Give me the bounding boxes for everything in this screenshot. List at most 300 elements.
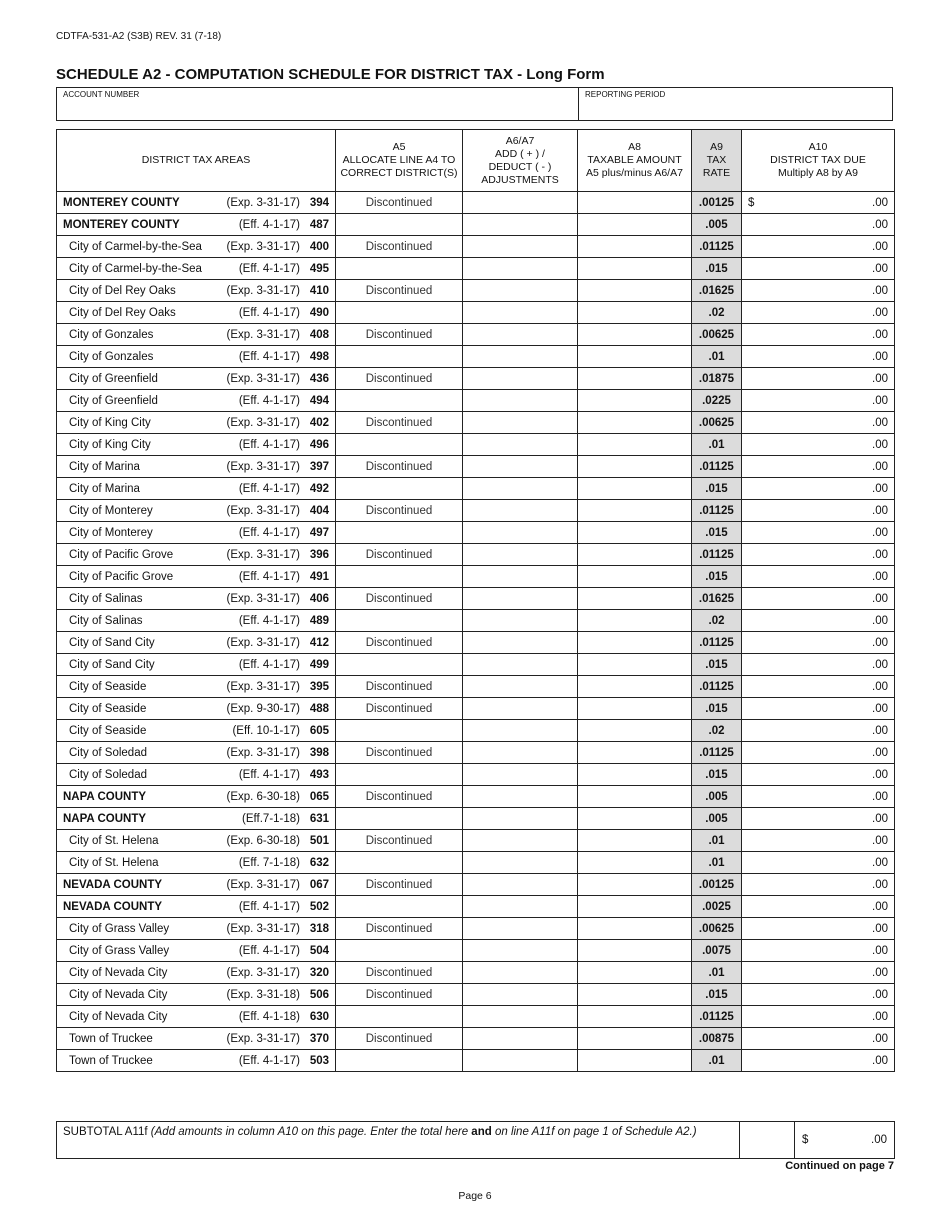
tax-due-value: .00: [872, 724, 888, 737]
district-code: 489: [309, 614, 329, 627]
a8-taxable-amount-cell[interactable]: [578, 192, 692, 214]
a5-status: Discontinued: [365, 548, 433, 561]
tax-rate: .01875: [698, 372, 735, 385]
col-header-a6a7: A6/A7 ADD ( + ) / DEDUCT ( - ) ADJUSTMENTS: [463, 130, 578, 192]
a5-allocate-cell[interactable]: [336, 764, 463, 786]
table-row: [57, 874, 895, 896]
a9-tax-rate-cell: [692, 918, 742, 940]
a8-taxable-amount-cell[interactable]: [578, 522, 692, 544]
account-number-field[interactable]: [57, 88, 579, 120]
district-date: (Exp. 3-31-17): [226, 1032, 300, 1045]
tax-due-value: .00: [872, 394, 888, 407]
a5-allocate-cell[interactable]: [336, 786, 463, 808]
table-row: [57, 632, 895, 654]
a6a7-adjustments-cell[interactable]: [463, 742, 578, 764]
tax-due-value: .00: [872, 438, 888, 451]
a8-taxable-amount-cell[interactable]: [578, 676, 692, 698]
tax-due-value: .00: [872, 658, 888, 671]
tax-rate: .01125: [699, 746, 734, 759]
district-name: City of Nevada City: [69, 1010, 168, 1023]
district-code: 398: [309, 746, 329, 759]
subtotal-amount-field[interactable]: [795, 1122, 894, 1158]
district-date: (Exp. 6-30-18): [226, 790, 300, 803]
a6a7-adjustments-cell[interactable]: [463, 940, 578, 962]
district-name: City of Salinas: [69, 592, 143, 605]
a6a7-adjustments-cell[interactable]: [463, 280, 578, 302]
tax-due-value: .00: [872, 460, 888, 473]
a6a7-adjustments-cell[interactable]: [463, 258, 578, 280]
a5-allocate-cell[interactable]: [336, 874, 463, 896]
a6a7-adjustments-cell[interactable]: [463, 830, 578, 852]
district-name: City of Seaside: [69, 680, 147, 693]
a10-district-tax-due-cell[interactable]: [742, 214, 895, 236]
district-code: 497: [309, 526, 329, 539]
district-date: (Exp. 3-31-17): [226, 416, 300, 429]
a9-tax-rate-cell: [692, 764, 742, 786]
tax-rate: .01625: [698, 284, 735, 297]
district-code: 406: [309, 592, 329, 605]
a8-taxable-amount-cell[interactable]: [578, 940, 692, 962]
district-date: (Exp. 3-31-17): [226, 328, 300, 341]
a8-taxable-amount-cell[interactable]: [578, 390, 692, 412]
a5-status: Discontinued: [365, 284, 433, 297]
district-area-cell: [57, 720, 336, 742]
a9-tax-rate-cell: [692, 302, 742, 324]
district-area-cell: [57, 588, 336, 610]
a8-taxable-amount-cell[interactable]: [578, 214, 692, 236]
tax-due-value: .00: [872, 614, 888, 627]
tax-rate: .015: [705, 262, 728, 275]
a6a7-adjustments-cell[interactable]: [463, 962, 578, 984]
table-row: [57, 192, 895, 214]
a8-taxable-amount-cell[interactable]: [578, 654, 692, 676]
district-date: (Eff. 4-1-17): [238, 262, 300, 275]
a8-taxable-amount-cell[interactable]: [578, 302, 692, 324]
tax-due-value: .00: [872, 416, 888, 429]
a8-taxable-amount-cell[interactable]: [578, 500, 692, 522]
a5-allocate-cell[interactable]: [336, 632, 463, 654]
a6a7-adjustments-cell[interactable]: [463, 654, 578, 676]
a5-allocate-cell[interactable]: [336, 522, 463, 544]
a5-allocate-cell[interactable]: [336, 1050, 463, 1072]
tax-rate: .005: [705, 790, 728, 803]
table-row: [57, 676, 895, 698]
tax-due-value: .00: [872, 350, 888, 363]
table-row: [57, 962, 895, 984]
a8-taxable-amount-cell[interactable]: [578, 1006, 692, 1028]
a10-district-tax-due-cell[interactable]: [742, 984, 895, 1006]
a6a7-adjustments-cell[interactable]: [463, 896, 578, 918]
district-area-cell: [57, 632, 336, 654]
tax-due-value: .00: [872, 702, 888, 715]
table-row: [57, 588, 895, 610]
a5-status: Discontinued: [365, 680, 433, 693]
district-area-cell: [57, 742, 336, 764]
a8-taxable-amount-cell[interactable]: [578, 852, 692, 874]
a10-district-tax-due-cell[interactable]: [742, 1028, 895, 1050]
a10-district-tax-due-cell[interactable]: [742, 302, 895, 324]
a6a7-adjustments-cell[interactable]: [463, 1050, 578, 1072]
district-name: City of Pacific Grove: [69, 548, 174, 561]
district-name: City of Del Rey Oaks: [69, 284, 176, 297]
a5-allocate-cell[interactable]: [336, 368, 463, 390]
a6a7-adjustments-cell[interactable]: [463, 786, 578, 808]
a5-allocate-cell[interactable]: [336, 588, 463, 610]
district-code: 492: [309, 482, 329, 495]
a5-status: Discontinued: [365, 504, 433, 517]
a5-allocate-cell[interactable]: [336, 808, 463, 830]
a6a7-adjustments-cell[interactable]: [463, 302, 578, 324]
a8-taxable-amount-cell[interactable]: [578, 632, 692, 654]
a10-district-tax-due-cell[interactable]: [742, 610, 895, 632]
a8-taxable-amount-cell[interactable]: [578, 786, 692, 808]
a10-district-tax-due-cell[interactable]: [742, 1050, 895, 1072]
a5-allocate-cell[interactable]: [336, 346, 463, 368]
tax-rate: .01: [708, 438, 725, 451]
a8-taxable-amount-cell[interactable]: [578, 346, 692, 368]
a10-district-tax-due-cell[interactable]: [742, 412, 895, 434]
a6a7-adjustments-cell[interactable]: [463, 676, 578, 698]
district-code: 370: [309, 1032, 329, 1045]
a10-district-tax-due-cell[interactable]: [742, 280, 895, 302]
a5-allocate-cell[interactable]: [336, 412, 463, 434]
tax-due-value: .00: [872, 966, 888, 979]
a10-district-tax-due-cell[interactable]: [742, 522, 895, 544]
a10-district-tax-due-cell[interactable]: [742, 346, 895, 368]
district-date: (Eff.7-1-18): [242, 812, 300, 825]
tax-rate: .015: [705, 768, 728, 781]
district-tax-table: [56, 129, 895, 1072]
a9-tax-rate-cell: [692, 654, 742, 676]
a5-allocate-cell[interactable]: [336, 742, 463, 764]
a8-taxable-amount-cell[interactable]: [578, 830, 692, 852]
a9-tax-rate-cell: [692, 192, 742, 214]
a9-tax-rate-cell: [692, 588, 742, 610]
a8-taxable-amount-cell[interactable]: [578, 1028, 692, 1050]
a8-taxable-amount-cell[interactable]: [578, 280, 692, 302]
col-header-a9: A9 TAX RATE: [692, 130, 742, 192]
a10-district-tax-due-cell[interactable]: [742, 368, 895, 390]
a10-district-tax-due-cell[interactable]: [742, 764, 895, 786]
a8-taxable-amount-cell[interactable]: [578, 962, 692, 984]
a6a7-adjustments-cell[interactable]: [463, 1028, 578, 1050]
a5-allocate-cell[interactable]: [336, 324, 463, 346]
a10-district-tax-due-cell[interactable]: [742, 1006, 895, 1028]
tax-due-value: .00: [872, 988, 888, 1001]
a8-taxable-amount-cell[interactable]: [578, 456, 692, 478]
tax-rate: .00875: [698, 1032, 735, 1045]
a6a7-adjustments-cell[interactable]: [463, 368, 578, 390]
a5-allocate-cell[interactable]: [336, 1006, 463, 1028]
a6a7-adjustments-cell[interactable]: [463, 874, 578, 896]
a6a7-adjustments-cell[interactable]: [463, 456, 578, 478]
a8-taxable-amount-cell[interactable]: [578, 610, 692, 632]
tax-rate: .02: [708, 614, 725, 627]
district-name: City of Greenfield: [69, 394, 158, 407]
a6a7-adjustments-cell[interactable]: [463, 698, 578, 720]
a6a7-adjustments-cell[interactable]: [463, 324, 578, 346]
a10-district-tax-due-cell[interactable]: [742, 434, 895, 456]
district-name: City of Marina: [69, 460, 140, 473]
a8-taxable-amount-cell[interactable]: [578, 324, 692, 346]
a6a7-adjustments-cell[interactable]: [463, 214, 578, 236]
district-name: City of Gonzales: [69, 328, 154, 341]
a6a7-adjustments-cell[interactable]: [463, 720, 578, 742]
a5-allocate-cell[interactable]: [336, 676, 463, 698]
a5-allocate-cell[interactable]: [336, 434, 463, 456]
a6a7-adjustments-cell[interactable]: [463, 434, 578, 456]
a6a7-adjustments-cell[interactable]: [463, 566, 578, 588]
district-name: City of St. Helena: [69, 856, 159, 869]
a9-tax-rate-cell: [692, 1050, 742, 1072]
a10-district-tax-due-cell[interactable]: [742, 742, 895, 764]
table-row: [57, 1028, 895, 1050]
district-code: 504: [309, 944, 329, 957]
a6a7-adjustments-cell[interactable]: [463, 588, 578, 610]
a5-allocate-cell[interactable]: [336, 896, 463, 918]
table-row: [57, 654, 895, 676]
a8-taxable-amount-cell[interactable]: [578, 544, 692, 566]
district-area-cell: [57, 676, 336, 698]
district-code: 394: [309, 196, 329, 209]
a10-district-tax-due-cell[interactable]: [742, 456, 895, 478]
tax-due-value: .00: [872, 482, 888, 495]
a5-allocate-cell[interactable]: [336, 830, 463, 852]
tax-rate: .015: [705, 658, 728, 671]
tax-rate: .02: [708, 306, 725, 319]
a8-taxable-amount-cell[interactable]: [578, 368, 692, 390]
account-number-label: ACCOUNT NUMBER: [63, 90, 140, 99]
tax-due-value: .00: [872, 328, 888, 341]
a6a7-adjustments-cell[interactable]: [463, 610, 578, 632]
district-area-cell: [57, 500, 336, 522]
reporting-period-field[interactable]: [579, 88, 892, 120]
a6a7-adjustments-cell[interactable]: [463, 632, 578, 654]
dollar-sign: $: [748, 196, 755, 209]
a6a7-adjustments-cell[interactable]: [463, 918, 578, 940]
district-name: City of Pacific Grove: [69, 570, 174, 583]
tax-rate: .00625: [698, 922, 735, 935]
a5-allocate-cell[interactable]: [336, 918, 463, 940]
table-row: [57, 830, 895, 852]
col-header-a10: A10 DISTRICT TAX DUE Multiply A8 by A9: [742, 130, 895, 192]
a5-allocate-cell[interactable]: [336, 236, 463, 258]
district-date: (Exp. 3-31-17): [226, 966, 300, 979]
district-date: (Eff. 4-1-18): [238, 1010, 300, 1023]
district-area-cell: [57, 830, 336, 852]
a6a7-adjustments-cell[interactable]: [463, 478, 578, 500]
district-area-cell: [57, 346, 336, 368]
district-name: City of Carmel-by-the-Sea: [69, 262, 202, 275]
a5-status: Discontinued: [365, 416, 433, 429]
a10-district-tax-due-cell[interactable]: [742, 258, 895, 280]
a5-allocate-cell[interactable]: [336, 1028, 463, 1050]
a10-district-tax-due-cell[interactable]: [742, 654, 895, 676]
a6a7-adjustments-cell[interactable]: [463, 236, 578, 258]
a5-status: Discontinued: [365, 746, 433, 759]
a9-tax-rate-cell: [692, 522, 742, 544]
a5-allocate-cell[interactable]: [336, 390, 463, 412]
a5-allocate-cell[interactable]: [336, 940, 463, 962]
district-code: 498: [309, 350, 329, 363]
a5-allocate-cell[interactable]: [336, 500, 463, 522]
a5-allocate-cell[interactable]: [336, 698, 463, 720]
a10-district-tax-due-cell[interactable]: [742, 544, 895, 566]
a10-district-tax-due-cell[interactable]: [742, 918, 895, 940]
a8-taxable-amount-cell[interactable]: [578, 896, 692, 918]
a8-taxable-amount-cell[interactable]: [578, 720, 692, 742]
tax-due-value: .00: [872, 746, 888, 759]
a10-district-tax-due-cell[interactable]: [742, 390, 895, 412]
a6a7-adjustments-cell[interactable]: [463, 808, 578, 830]
a6a7-adjustments-cell[interactable]: [463, 192, 578, 214]
district-code: 397: [309, 460, 329, 473]
a8-taxable-amount-cell[interactable]: [578, 1050, 692, 1072]
tax-rate: .01125: [699, 504, 734, 517]
a8-taxable-amount-cell[interactable]: [578, 588, 692, 610]
district-name: City of Del Rey Oaks: [69, 306, 176, 319]
a10-district-tax-due-cell[interactable]: [742, 830, 895, 852]
tax-due-value: .00: [872, 504, 888, 517]
a10-district-tax-due-cell[interactable]: [742, 236, 895, 258]
a10-district-tax-due-cell[interactable]: [742, 720, 895, 742]
tax-rate: .01: [708, 1054, 725, 1067]
a5-status: Discontinued: [365, 834, 433, 847]
a6a7-adjustments-cell[interactable]: [463, 764, 578, 786]
a5-allocate-cell[interactable]: [336, 478, 463, 500]
a10-district-tax-due-cell[interactable]: [742, 478, 895, 500]
district-date: (Eff. 4-1-17): [238, 658, 300, 671]
a8-taxable-amount-cell[interactable]: [578, 984, 692, 1006]
a10-district-tax-due-cell[interactable]: [742, 940, 895, 962]
a8-taxable-amount-cell[interactable]: [578, 918, 692, 940]
district-date: (Exp. 3-31-17): [226, 746, 300, 759]
a5-status: Discontinued: [365, 460, 433, 473]
district-area-cell: [57, 566, 336, 588]
a9-tax-rate-cell: [692, 896, 742, 918]
district-code: 402: [309, 416, 329, 429]
district-name: City of Soledad: [69, 746, 147, 759]
district-code: 318: [309, 922, 329, 935]
a6a7-adjustments-cell[interactable]: [463, 500, 578, 522]
a10-district-tax-due-cell[interactable]: [742, 500, 895, 522]
district-name: NEVADA COUNTY: [63, 900, 163, 913]
district-area-cell: [57, 940, 336, 962]
tax-rate: .0025: [702, 900, 731, 913]
tax-due-value: .00: [872, 944, 888, 957]
a5-allocate-cell[interactable]: [336, 654, 463, 676]
a9-tax-rate-cell: [692, 412, 742, 434]
a5-allocate-cell[interactable]: [336, 302, 463, 324]
table-row: [57, 698, 895, 720]
a9-tax-rate-cell: [692, 962, 742, 984]
a9-tax-rate-cell: [692, 236, 742, 258]
a8-taxable-amount-cell[interactable]: [578, 742, 692, 764]
a6a7-adjustments-cell[interactable]: [463, 984, 578, 1006]
a8-taxable-amount-cell[interactable]: [578, 698, 692, 720]
a9-tax-rate-cell: [692, 676, 742, 698]
a10-district-tax-due-cell[interactable]: [742, 566, 895, 588]
a6a7-adjustments-cell[interactable]: [463, 346, 578, 368]
a8-taxable-amount-cell[interactable]: [578, 412, 692, 434]
tax-rate: .02: [708, 724, 725, 737]
a10-district-tax-due-cell[interactable]: [742, 324, 895, 346]
a10-district-tax-due-cell[interactable]: [742, 962, 895, 984]
a10-district-tax-due-cell[interactable]: [742, 632, 895, 654]
a10-district-tax-due-cell[interactable]: [742, 874, 895, 896]
a6a7-adjustments-cell[interactable]: [463, 390, 578, 412]
a8-taxable-amount-cell[interactable]: [578, 258, 692, 280]
table-row: [57, 1006, 895, 1028]
district-date: (Exp. 3-31-17): [226, 504, 300, 517]
a8-taxable-amount-cell[interactable]: [578, 874, 692, 896]
a5-allocate-cell[interactable]: [336, 720, 463, 742]
a10-district-tax-due-cell[interactable]: [742, 786, 895, 808]
a10-district-tax-due-cell[interactable]: [742, 698, 895, 720]
a6a7-adjustments-cell[interactable]: [463, 544, 578, 566]
a5-allocate-cell[interactable]: [336, 984, 463, 1006]
a5-allocate-cell[interactable]: [336, 456, 463, 478]
a9-tax-rate-cell: [692, 610, 742, 632]
a5-allocate-cell[interactable]: [336, 258, 463, 280]
tax-due-value: .00: [872, 240, 888, 253]
district-date: (Exp. 3-31-17): [226, 636, 300, 649]
district-area-cell: [57, 654, 336, 676]
a6a7-adjustments-cell[interactable]: [463, 852, 578, 874]
a8-taxable-amount-cell[interactable]: [578, 236, 692, 258]
district-area-cell: [57, 610, 336, 632]
a5-allocate-cell[interactable]: [336, 192, 463, 214]
table-row: [57, 456, 895, 478]
a9-tax-rate-cell: [692, 500, 742, 522]
a5-allocate-cell[interactable]: [336, 214, 463, 236]
table-row: [57, 808, 895, 830]
a8-taxable-amount-cell[interactable]: [578, 764, 692, 786]
a8-taxable-amount-cell[interactable]: [578, 808, 692, 830]
a8-taxable-amount-cell[interactable]: [578, 434, 692, 456]
a5-allocate-cell[interactable]: [336, 852, 463, 874]
tax-due-value: .00: [872, 218, 888, 231]
a5-allocate-cell[interactable]: [336, 544, 463, 566]
tax-due-value: .00: [872, 878, 888, 891]
a10-district-tax-due-cell[interactable]: [742, 676, 895, 698]
a8-taxable-amount-cell[interactable]: [578, 478, 692, 500]
a6a7-adjustments-cell[interactable]: [463, 1006, 578, 1028]
tax-rate: .005: [705, 812, 728, 825]
district-name: City of Monterey: [69, 526, 153, 539]
a6a7-adjustments-cell[interactable]: [463, 412, 578, 434]
a5-allocate-cell[interactable]: [336, 280, 463, 302]
a10-district-tax-due-cell[interactable]: [742, 808, 895, 830]
tax-rate: .01: [708, 350, 725, 363]
tax-due-value: .00: [872, 812, 888, 825]
a10-district-tax-due-cell[interactable]: [742, 588, 895, 610]
a5-status: Discontinued: [365, 592, 433, 605]
district-code: 605: [309, 724, 329, 737]
a8-taxable-amount-cell[interactable]: [578, 566, 692, 588]
a10-district-tax-due-cell[interactable]: [742, 896, 895, 918]
a10-district-tax-due-cell[interactable]: [742, 192, 895, 214]
district-area-cell: [57, 192, 336, 214]
a5-allocate-cell[interactable]: [336, 566, 463, 588]
district-name: Town of Truckee: [69, 1054, 153, 1067]
district-date: (Exp. 3-31-17): [226, 680, 300, 693]
a5-allocate-cell[interactable]: [336, 610, 463, 632]
a5-allocate-cell[interactable]: [336, 962, 463, 984]
tax-rate: .015: [705, 482, 728, 495]
a10-district-tax-due-cell[interactable]: [742, 852, 895, 874]
a6a7-adjustments-cell[interactable]: [463, 522, 578, 544]
